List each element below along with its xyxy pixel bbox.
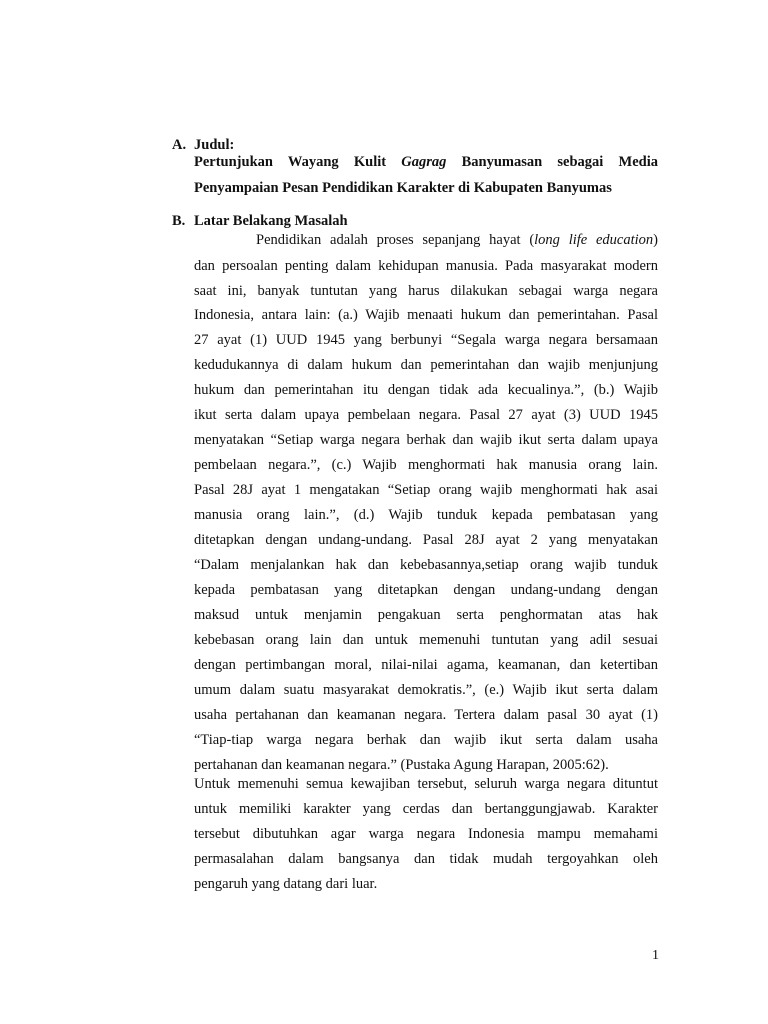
paragraph-line: ditetapkan dengan undang-undang. Pasal 28J ayat 2 yang menyatakan	[194, 532, 658, 548]
paragraph-line: kepada pembatasan yang ditetapkan dengan undang-undang dengan	[194, 582, 658, 598]
page-number: 1	[652, 948, 659, 963]
paragraph-italic-text: long life education	[534, 232, 654, 248]
section-b-heading: Latar Belakang Masalah	[194, 213, 348, 229]
paragraph-line: Untuk memenuhi semua kewajiban tersebut, seluruh warga negara dituntut	[194, 776, 658, 792]
paragraph-text: Pendidikan adalah proses sepanjang hayat (	[256, 232, 535, 248]
paragraph-line: umum dalam suatu masyarakat demokratis.”, (e.) Wajib ikut serta dalam	[194, 682, 658, 698]
paragraph-line: dan persoalan penting dalam kehidupan manusia. Pada masyarakat modern	[194, 258, 658, 274]
document-title-text: Banyumasan sebagai Media	[446, 154, 658, 170]
document-title-italic: Gagrag	[401, 154, 447, 170]
paragraph-line: Indonesia, antara lain: (a.) Wajib menaati hukum dan pemerintahan. Pasal	[194, 307, 658, 323]
document-title-line-2: Penyampaian Pesan Pendidikan Karakter di Kabupaten Banyumas	[194, 180, 612, 196]
paragraph-line: kedudukannya di dalam hukum dan pemerintahan dan wajib menjunjung	[194, 357, 658, 373]
paragraph-line: tersebut dibutuhkan agar warga negara Indonesia mampu memahami	[194, 826, 658, 842]
paragraph-line: ikut serta dalam upaya pembelaan negara. Pasal 27 ayat (3) UUD 1945	[194, 407, 658, 423]
paragraph-line: kebebasan orang lain dan untuk memenuhi tuntutan yang adil sesuai	[194, 632, 658, 648]
paragraph-line: menyatakan “Setiap warga negara berhak dan wajib ikut serta dalam upaya	[194, 432, 658, 448]
paragraph-line: usaha pertahanan dan keamanan negara. Tertera dalam pasal 30 ayat (1)	[194, 707, 658, 723]
document-title-text: Pertunjukan Wayang Kulit	[194, 154, 402, 170]
paragraph-line: manusia orang lain.”, (d.) Wajib tunduk kepada pembatasan yang	[194, 507, 658, 523]
paragraph-line: maksud untuk menjamin pengakuan serta penghormatan atas hak	[194, 607, 658, 623]
paragraph-text: )	[653, 232, 659, 248]
paragraph-line: “Tiap-tiap warga negara berhak dan wajib ikut serta dalam usaha	[194, 732, 658, 748]
section-a-heading: Judul:	[194, 137, 235, 153]
section-a-letter: A.	[172, 137, 187, 153]
paragraph-line: 27 ayat (1) UUD 1945 yang berbunyi “Segala warga negara bersamaan	[194, 332, 658, 348]
paragraph-line: “Dalam menjalankan hak dan kebebasannya,setiap orang wajib tunduk	[194, 557, 658, 573]
paragraph-line: Pasal 28J ayat 1 mengatakan “Setiap orang wajib menghormati hak asai	[194, 482, 658, 498]
document-title-line-1	[194, 154, 658, 171]
paragraph-line: untuk memiliki karakter yang cerdas dan bertanggungjawab. Karakter	[194, 801, 658, 817]
section-b-letter: B.	[172, 213, 186, 229]
paragraph-first-line	[256, 230, 658, 250]
paragraph-line: hukum dan pemerintahan itu dengan tidak ada kecualinya.”, (b.) Wajib	[194, 382, 658, 398]
paragraph-line: saat ini, banyak tuntutan yang harus dilakukan sebagai warga negara	[194, 283, 658, 299]
paragraph-line: dengan pertimbangan moral, nilai-nilai agama, keamanan, dan ketertiban	[194, 657, 658, 673]
paragraph-line: pembelaan negara.”, (c.) Wajib menghormati hak manusia orang lain.	[194, 457, 658, 473]
paragraph-line: permasalahan dalam bangsanya dan tidak mudah tergoyahkan oleh	[194, 851, 658, 867]
paragraph-line: pengaruh yang datang dari luar.	[194, 876, 378, 892]
paragraph-line: pertahanan dan keamanan negara.” (Pustaka Agung Harapan, 2005:62).	[194, 757, 609, 773]
